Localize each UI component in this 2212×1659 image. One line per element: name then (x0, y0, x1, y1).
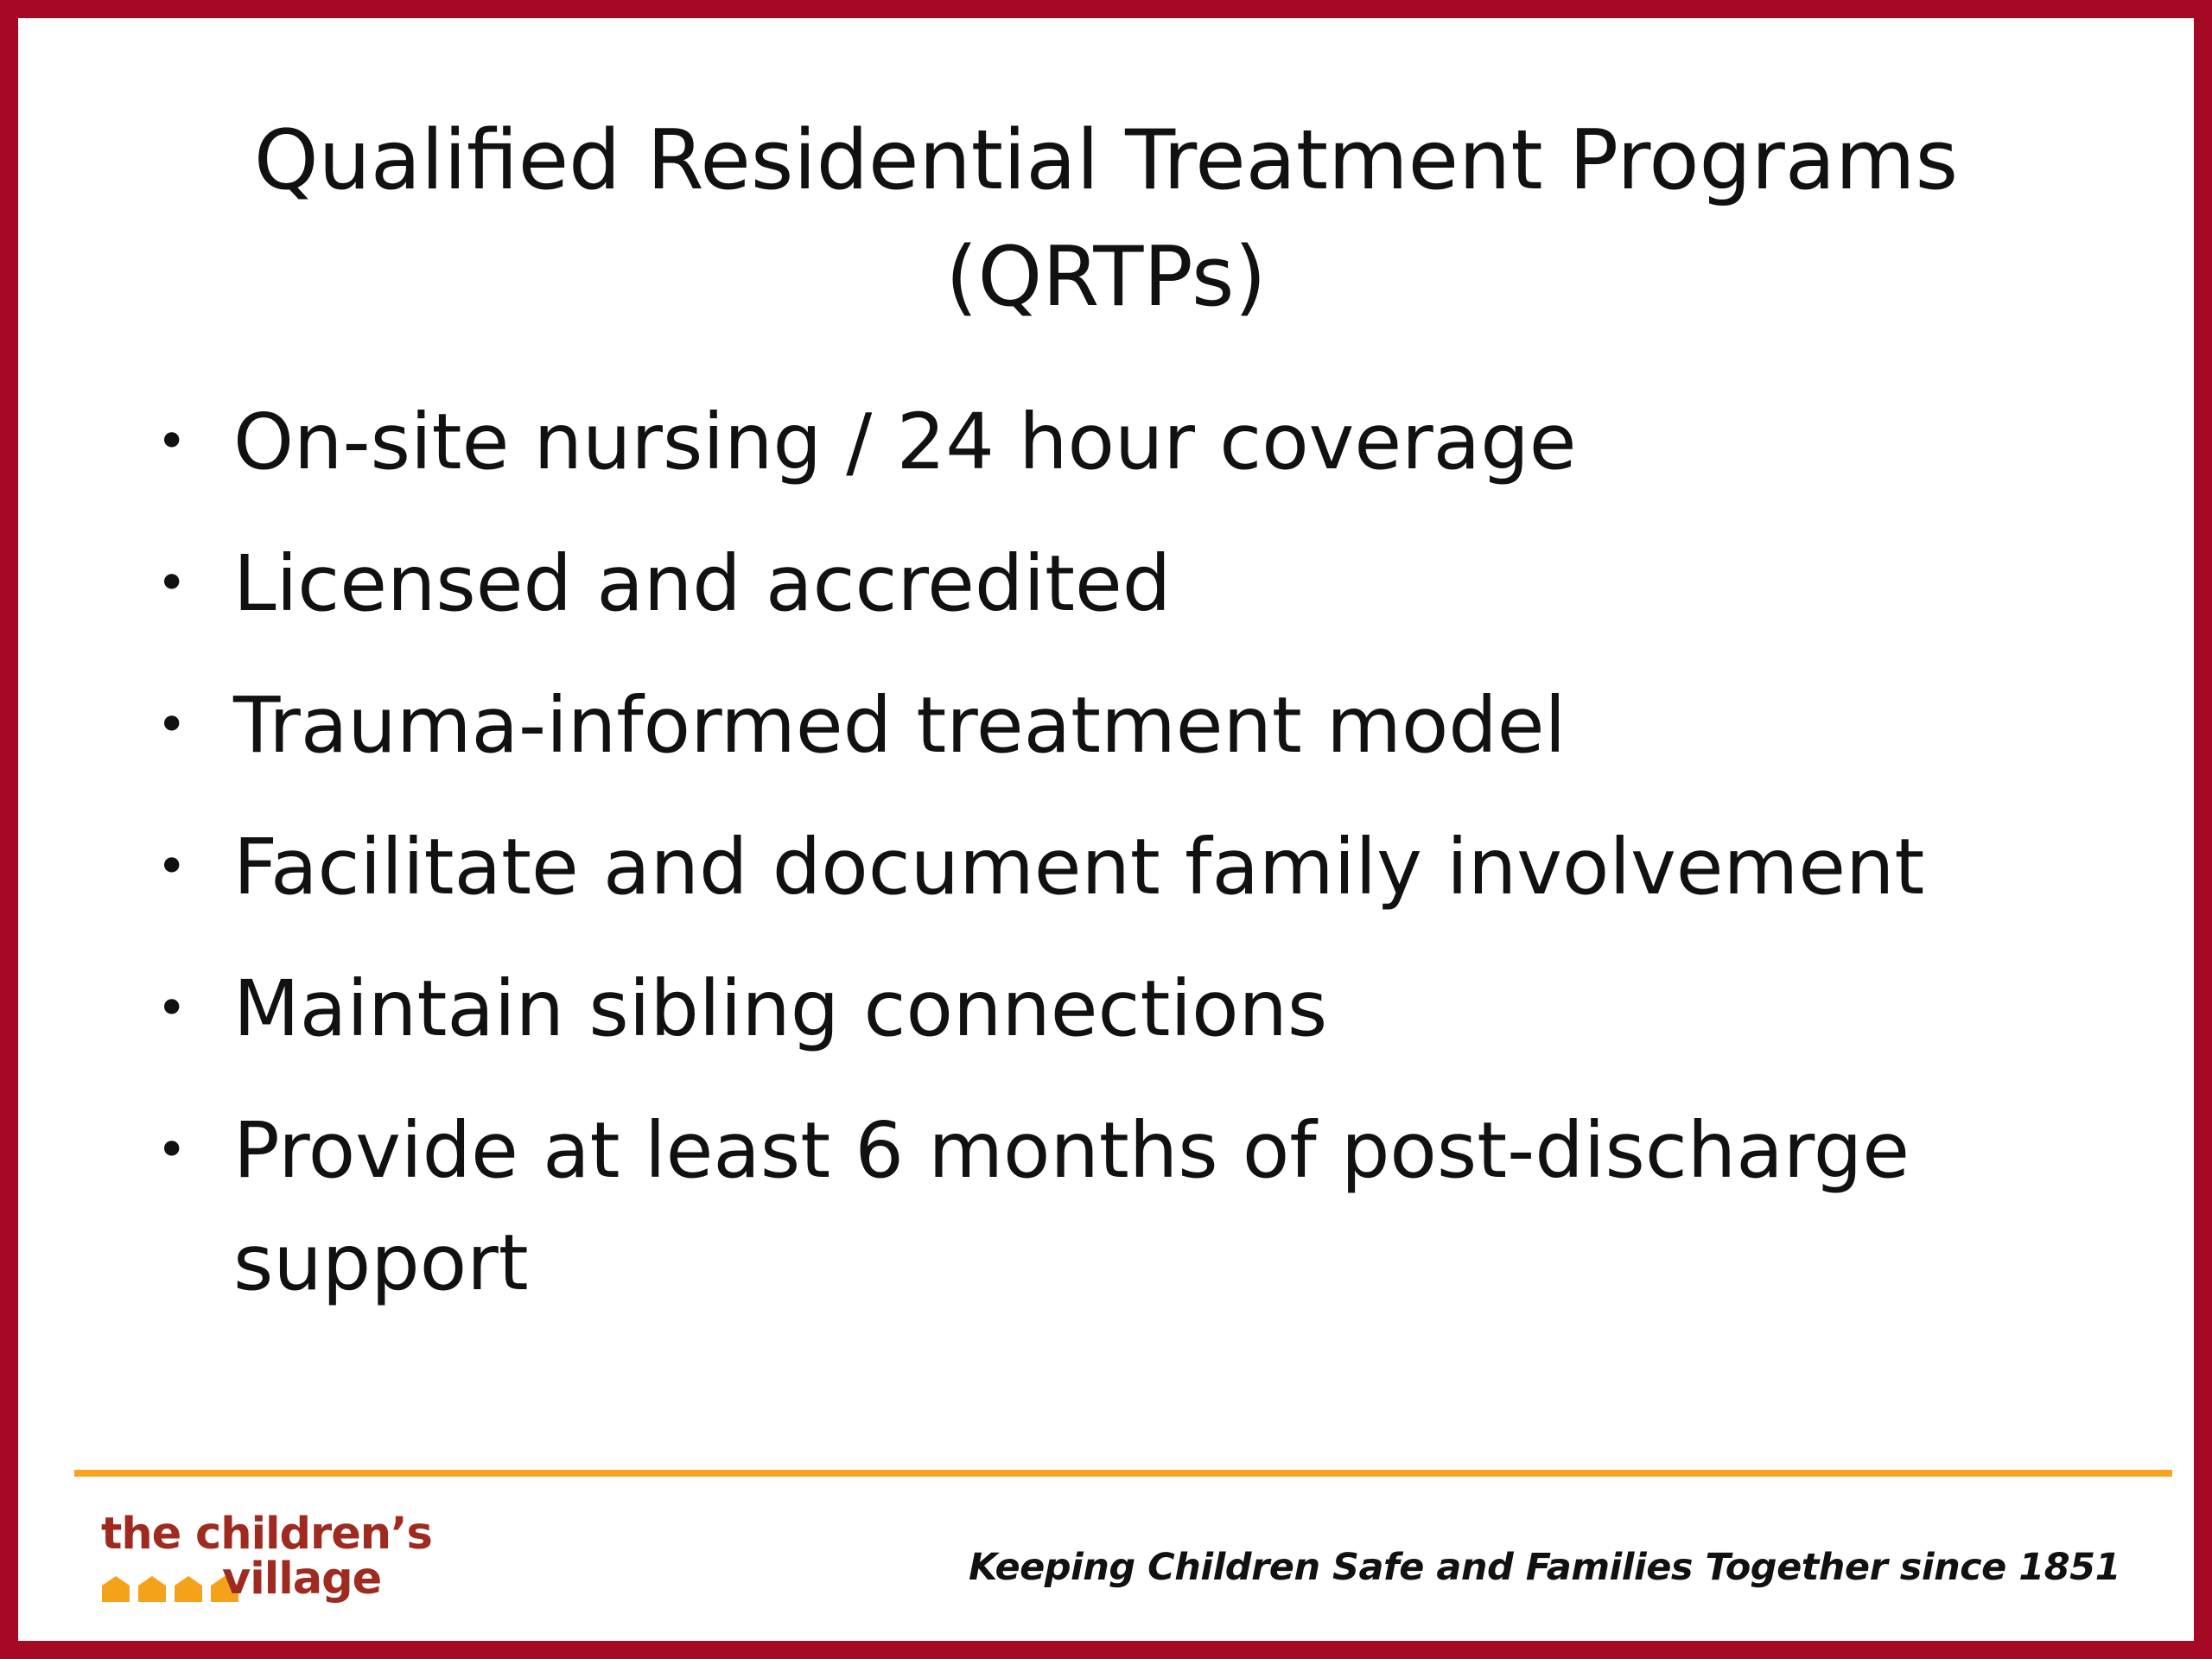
bullet-item-3 (136, 669, 2063, 781)
bullet-dot-icon: • (156, 695, 188, 755)
bullet-dot-icon: • (156, 836, 188, 897)
bullet-text-6: Provide at least 6 months of post-discharge support (233, 1105, 1910, 1307)
bullet-text-4: Facilitate and document family involvement (233, 822, 1925, 912)
footer-divider (74, 1470, 2172, 1477)
logo-text-line-1: the children’s (101, 1509, 432, 1560)
bullet-text-5: Maintain sibling connections (233, 963, 1328, 1053)
slide-title-line-2: (QRTPs) (945, 230, 1267, 325)
bullet-item-6 (136, 1094, 2063, 1319)
bullet-dot-icon: • (156, 553, 188, 613)
slide-title (18, 103, 2194, 336)
bullet-text-1: On-site nursing / 24 hour coverage (233, 397, 1577, 486)
bullet-item-2 (136, 527, 2063, 639)
logo-text-line-2: village (222, 1554, 382, 1605)
organization-logo (86, 1510, 483, 1614)
bullet-text-3: Trauma-informed treatment model (233, 680, 1567, 770)
bullet-dot-icon: • (156, 411, 188, 472)
bullet-text-2: Licensed and accredited (233, 538, 1172, 628)
bullet-list (136, 385, 2063, 1348)
bullet-dot-icon: • (156, 978, 188, 1039)
bullet-item-4 (136, 810, 2063, 923)
bullet-item-1 (136, 385, 2063, 498)
bullet-dot-icon: • (156, 1120, 188, 1180)
slide-title-line-1: Qualified Residential Treatment Programs (253, 113, 1959, 208)
bullet-item-5 (136, 952, 2063, 1065)
footer-tagline: Keeping Children Safe and Families Together since 1851 (968, 1546, 2120, 1589)
